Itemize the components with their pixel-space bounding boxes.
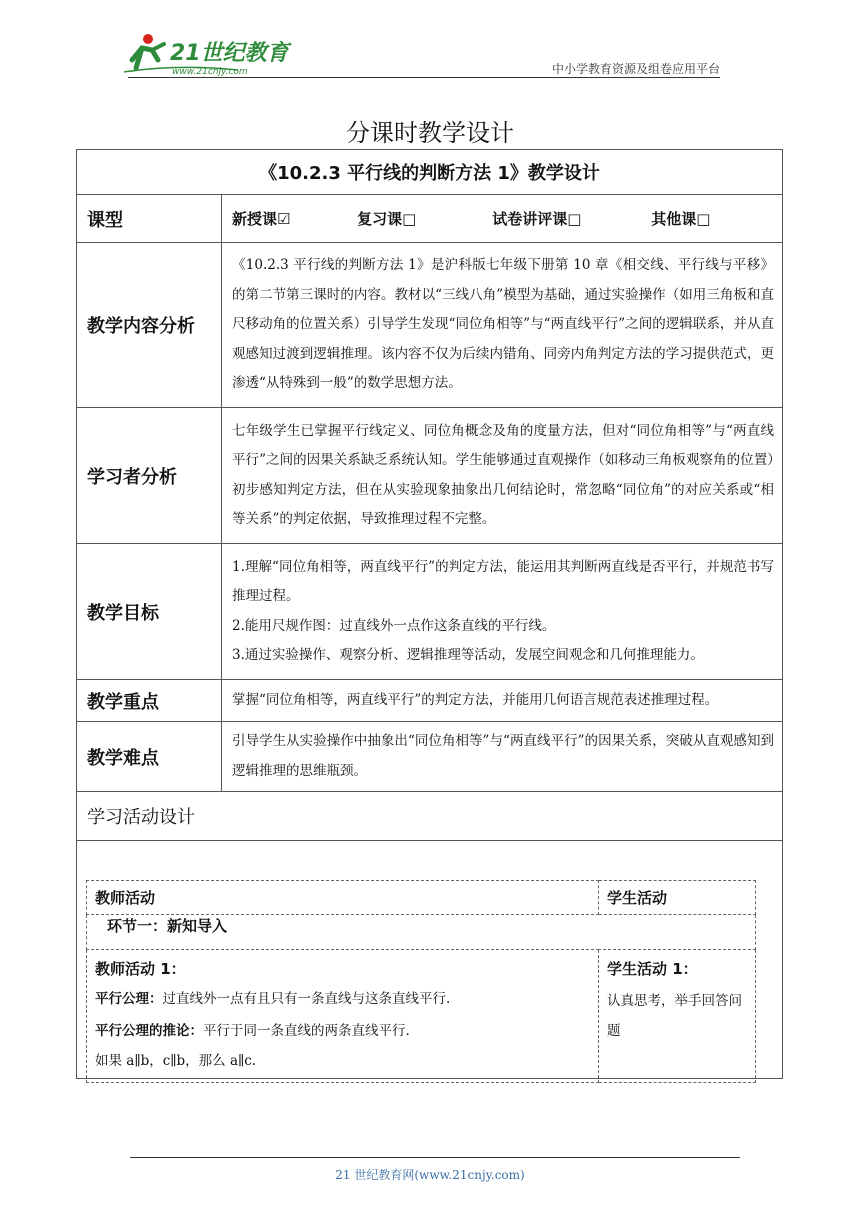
teacher-activity-title: 教师活动 1： (95, 960, 186, 978)
activity-design-heading: 学习活动设计 (77, 792, 783, 841)
corollary-label: 平行公理的推论： (95, 1023, 203, 1039)
logo-url: www.21cnjy.com (172, 67, 248, 77)
lesson-type-label: 课型 (77, 195, 222, 243)
key-point-label: 教学重点 (77, 680, 222, 722)
student-activity-header: 学生活动 (599, 881, 756, 915)
corollary-line (95, 1016, 598, 1046)
example-line: 如果 a∥b，c∥b，那么 a∥c. (95, 1053, 257, 1069)
difficulty-label: 教学难点 (77, 722, 222, 792)
learner-analysis-label: 学习者分析 (77, 408, 222, 544)
objective-item: 1.理解“同位角相等，两直线平行”的判定方法，能运用其判断两直线是否平行，并规范书写推理过程。 (232, 558, 774, 604)
objectives-label: 教学目标 (77, 544, 222, 680)
logo-text: 21世纪教育 (170, 41, 289, 66)
doc-heading: 《10.2.3 平行线的判断方法 1》教学设计 (77, 150, 783, 195)
axiom-label: 平行公理： (95, 991, 163, 1007)
footer-link[interactable]: 21 世纪教育网(www.21cnjy.com) (335, 1168, 525, 1182)
stage-heading: 环节一：新知导入 (87, 915, 756, 950)
footer-divider (130, 1157, 740, 1158)
option-new-lesson: 新授课☑ (232, 210, 291, 228)
axiom-text: 过直线外一点有且只有一条直线与这条直线平行. (162, 991, 451, 1007)
axiom-line (95, 982, 598, 1016)
student-activity-cell (599, 950, 756, 1083)
objectives-list (222, 544, 783, 680)
teacher-activity-header: 教师活动 (87, 881, 599, 915)
student-activity-title: 学生活动 1： (607, 960, 698, 978)
option-review: 复习课□ (357, 210, 417, 228)
difficulty-text: 引导学生从实验操作中抽象出“同位角相等”与“两直线平行”的因果关系，突破从直观感知到逻辑推理的思维瓶颈。 (222, 722, 783, 792)
teacher-activity-cell (87, 950, 599, 1083)
learner-analysis-text: 七年级学生已掌握平行线定义、同位角概念及角的度量方法，但对“同位角相等”与“两直线平行”之间的因果关系缺乏系统认知。学生能够通过直观操作（如移动三角板观察角的位置）初步感知判定方法，但在从实验现象抽象出几何结论时，常忽略“同位角”的对应关系或“相等关系”的判定依据，导致推理过程不完整。 (222, 408, 783, 544)
page-title: 分课时教学设计 (346, 119, 514, 147)
activity-table (86, 880, 756, 1083)
option-exam-review: 试卷讲评课□ (492, 210, 582, 228)
objective-item: 2.能用尺规作图：过直线外一点作这条直线的平行线。 (232, 617, 556, 634)
runner-icon (132, 34, 164, 68)
content-analysis-text: 《10.2.3 平行线的判断方法 1》是沪科版七年级下册第 10 章《相交线、平行线与平移》的第二节第三课时的内容。教材以“三线八角”模型为基础，通过实验操作（如用三角板和直尺移动角的位置关系）引导学生发现“同位角相等”与“两直线平行”之间的逻辑联系，并从直观感知过渡到逻辑推理。该内容不仅为后续内错角、同旁内角判定方法的学习提供范式，更渗透“从特殊到一般”的数学思想方法。 (222, 243, 783, 408)
key-point-text: 掌握“同位角相等，两直线平行”的判定方法，并能用几何语言规范表述推理过程。 (222, 680, 783, 722)
site-logo (118, 30, 298, 78)
lesson-type-options (222, 195, 783, 243)
option-other: 其他课□ (651, 210, 711, 228)
objective-item: 3.通过实验操作、观察分析、逻辑推理等活动，发展空间观念和几何推理能力。 (232, 647, 704, 663)
student-activity-text: 认真思考，举手回答问题 (607, 993, 742, 1039)
content-analysis-label: 教学内容分析 (77, 243, 222, 408)
header-divider (128, 77, 720, 78)
platform-tagline: 中小学教育资源及组卷应用平台 (551, 62, 720, 76)
corollary-text: 平行于同一条直线的两条直线平行. (203, 1023, 410, 1039)
